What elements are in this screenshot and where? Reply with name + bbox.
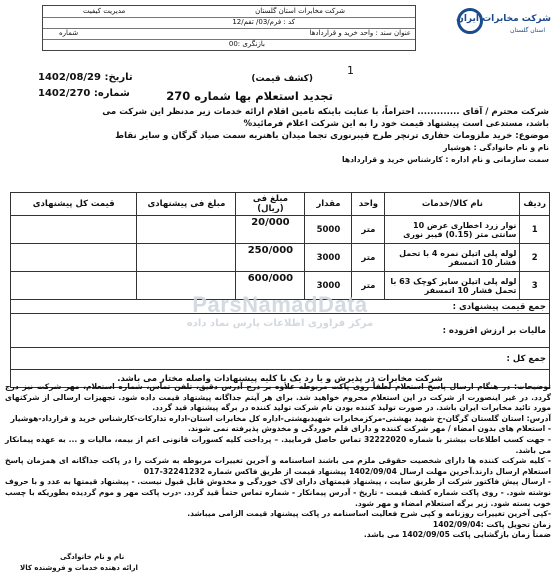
row-index: 1: [520, 216, 550, 244]
document-header: [6, 2, 553, 50]
row-price: 20/000: [236, 216, 305, 244]
note-item: - استعلام های بدون امضاء / مهر شرکت کننده و دارای قلم خوردگی و مخدوش پذیرفته نمی شوند.: [188, 424, 551, 434]
page-number: 1: [347, 64, 354, 77]
col-header-name: نام کالا/خدمات: [385, 193, 520, 216]
row-total-offer[interactable]: [11, 244, 137, 272]
row-unit: متر: [352, 272, 385, 300]
org-line: شرکت مخابرات استان گلستان: [255, 7, 345, 15]
col-header-price: مبلغ فی (ریال): [236, 193, 305, 216]
col-header-qty: مقدار: [305, 193, 352, 216]
row-qty: 3000: [305, 244, 352, 272]
doc-title-line: عنوان سند : واحد خرید و قراردادها: [309, 29, 411, 37]
logo-subtext: استان گلستان: [510, 27, 545, 34]
quality-label: مدیریت کیفیت: [83, 7, 126, 15]
row-item-name: لوله پلی اتیلن نمره 4 با تحمل فشار 10 اتمسفر: [385, 244, 520, 272]
row-item-name: لوله پلی اتیلن سایز کوچک 63 با تحمل فشار 10 اتمسفر: [385, 272, 520, 300]
row-item-name: نوار زرد اخطاری عرض 10 سانتی متر (0.15) فیبر نوری: [385, 216, 520, 244]
total-label: جمع کل :: [11, 348, 550, 370]
row-total-offer[interactable]: [11, 272, 137, 300]
col-header-index: ردیف: [520, 193, 550, 216]
row-price: 600/000: [236, 272, 305, 300]
col-header-total: قیمت کل پیشنهادی: [11, 193, 137, 216]
row-total-offer[interactable]: [11, 216, 137, 244]
watermark: ParsNamadData: [192, 292, 368, 317]
row-qty: 5000: [305, 216, 352, 244]
note-item: زمان تحویل پاکت :1402/09/04: [432, 519, 551, 529]
intro-line-1: شرکت محترم / آقای ............. احتراماً، با عنایت باینکه تامین اقلام ارائه خدمات زیر مدنظر این شرکت می: [102, 107, 549, 117]
company-logo: [453, 4, 553, 44]
subject-line: موضوع: خرید ملزومات حفاری ترنچر طرح فیبرنوری تجما میدان باهنریه سمت صیاد گرگان و سایر نقاط: [115, 131, 549, 141]
person-line: نام و نام خانوادگی : هوشیار: [443, 143, 549, 152]
row-offer-price[interactable]: [137, 216, 236, 244]
note-item: - کلیه شرکت کننده ها دارای شخصیت حقوقی ملزم می باشند اساسنامه و آخرین تغییرات مربوطه به شرکت را در پاکت جداگانه ای همزمان پاسخ استعلام ارسال دارند.آخرین مهلت ارسال 1402/09/04 پیشنهاد قیمت از طریق فاکس شماره 32241232-017: [5, 456, 551, 476]
page-title: تجدید استعلام بها شماره 270: [166, 89, 333, 103]
intro-line-2: باشد، مستدعی است پیشنهاد قیمت خود را به این شرکت اعلام فرمائید%: [243, 119, 549, 129]
form-code: کد : فرم/03/ تفم/12: [232, 18, 295, 26]
row-offer-price[interactable]: [137, 244, 236, 272]
col-header-offer-price: مبلغ فی پیشنهادی: [137, 193, 236, 216]
note-item: - ارسال پیش فاکتور شرکت از طریق سایت ، پیشنهاد قیمتهای دارای لاک خوردگی و مخدوش قابل قبول نیست. - پیشنهاد قیمتها به عدد و با حروف نوشته شود. - روی پاکت شماره کشف قیمت - تاریخ - آدرس پیمانکار - شماره تماس حتماً قید گردد. -درب پاکت مهر و موم گردیده بطوریکه با چسب خوب بسته شود. زیر برگه استعلام امضاء و مهر شود.: [5, 477, 551, 508]
row-qty: 3000: [305, 272, 352, 300]
items-table: [10, 192, 550, 388]
table-header-row: [11, 193, 550, 216]
note-item: - جهت کسب اطلاعات بیشتر با شماره 32222020 تماس حاصل فرمایید. – پرداخت کلیه کسورات قانونی اعم از بیمه، مالیات و ... به عهده پیمانکار می باشد.: [5, 434, 551, 455]
col-header-unit: واحد: [352, 193, 385, 216]
notes-block: [5, 382, 551, 541]
note-item: آدرس: استان گلستان گرگان-خ شهید بهشتی-مرکزمخابرات شهیدبهشتی-اداره کل مخابرات استان-اداره تدارکات-کارشناس خرید و قرارداد-هوشیار: [10, 413, 551, 423]
table-row: [11, 216, 550, 244]
footer-name-label: نام و نام خانوادگی: [60, 553, 125, 561]
row-unit: متر: [352, 216, 385, 244]
revision-line: بازنگری :00: [228, 40, 265, 48]
total-row: [11, 348, 550, 370]
table-note: شرکت مخابرات در پذیرش و یا رد یک یا کلیه پیشنهادات واصله مختار می باشد.: [11, 370, 550, 388]
kashf-label: (کشف قیمت): [251, 74, 313, 84]
note-item: ضمناً زمان بازگشایی پاکت 1402/09/05 می باشد.: [363, 530, 551, 540]
intro-block: [9, 106, 549, 166]
header-row-4: [43, 39, 415, 50]
vat-label: مالیات بر ارزش افزوده :: [11, 314, 550, 348]
row-index: 3: [520, 272, 550, 300]
note-item: توضیحات: در هنگام ارسال پاسخ استعلام لطفاً روی پاکت مربوطه علاوه بر درج آدرس دقیق، تلفن تماس، شماره استعلام، مهر شرکت نیز درج گردد. در غیر اینصورت از شرکت در این استعلام محروم خواهید شد. برای هر آیتم جداگانه پیشنهاد قیمت داده شود. تجهیزات ارسالی از شرکتهای مورد تائید مخابرات ایران باشد. در صورت تولید کننده بودن نام شرکت تولید کننده در برگه پیشنهاد قید گردد.: [5, 382, 551, 413]
doc-number-label: شماره: [59, 29, 79, 37]
logo-text: شرکت مخابرات ایران: [456, 14, 551, 24]
footer-role-label: ارائه دهنده خدمات و فروشنده کالا: [20, 564, 138, 572]
row-index: 2: [520, 244, 550, 272]
sum-label: جمع قیمت پیشنهادی :: [11, 300, 550, 314]
date-label: تاریخ: 1402/08/29: [38, 72, 133, 83]
row-unit: متر: [352, 244, 385, 272]
form-header-box: [42, 5, 416, 51]
note-item: -کپی آخرین تغییرات روزنامه و کپی شرح فعالیت اساسنامه در پاکت پیشنهاد قیمت الزامی میباشد.: [187, 509, 551, 519]
watermark-subtitle: مرکز فراوری اطلاعات پارس نماد داده: [186, 318, 374, 329]
row-price: 250/000: [236, 244, 305, 272]
table-row: [11, 244, 550, 272]
unit-line: سمت سازمانی و نام اداره : کارشناس خرید و قراردادها: [341, 155, 549, 164]
number-label: شماره: 1402/270: [38, 88, 130, 99]
